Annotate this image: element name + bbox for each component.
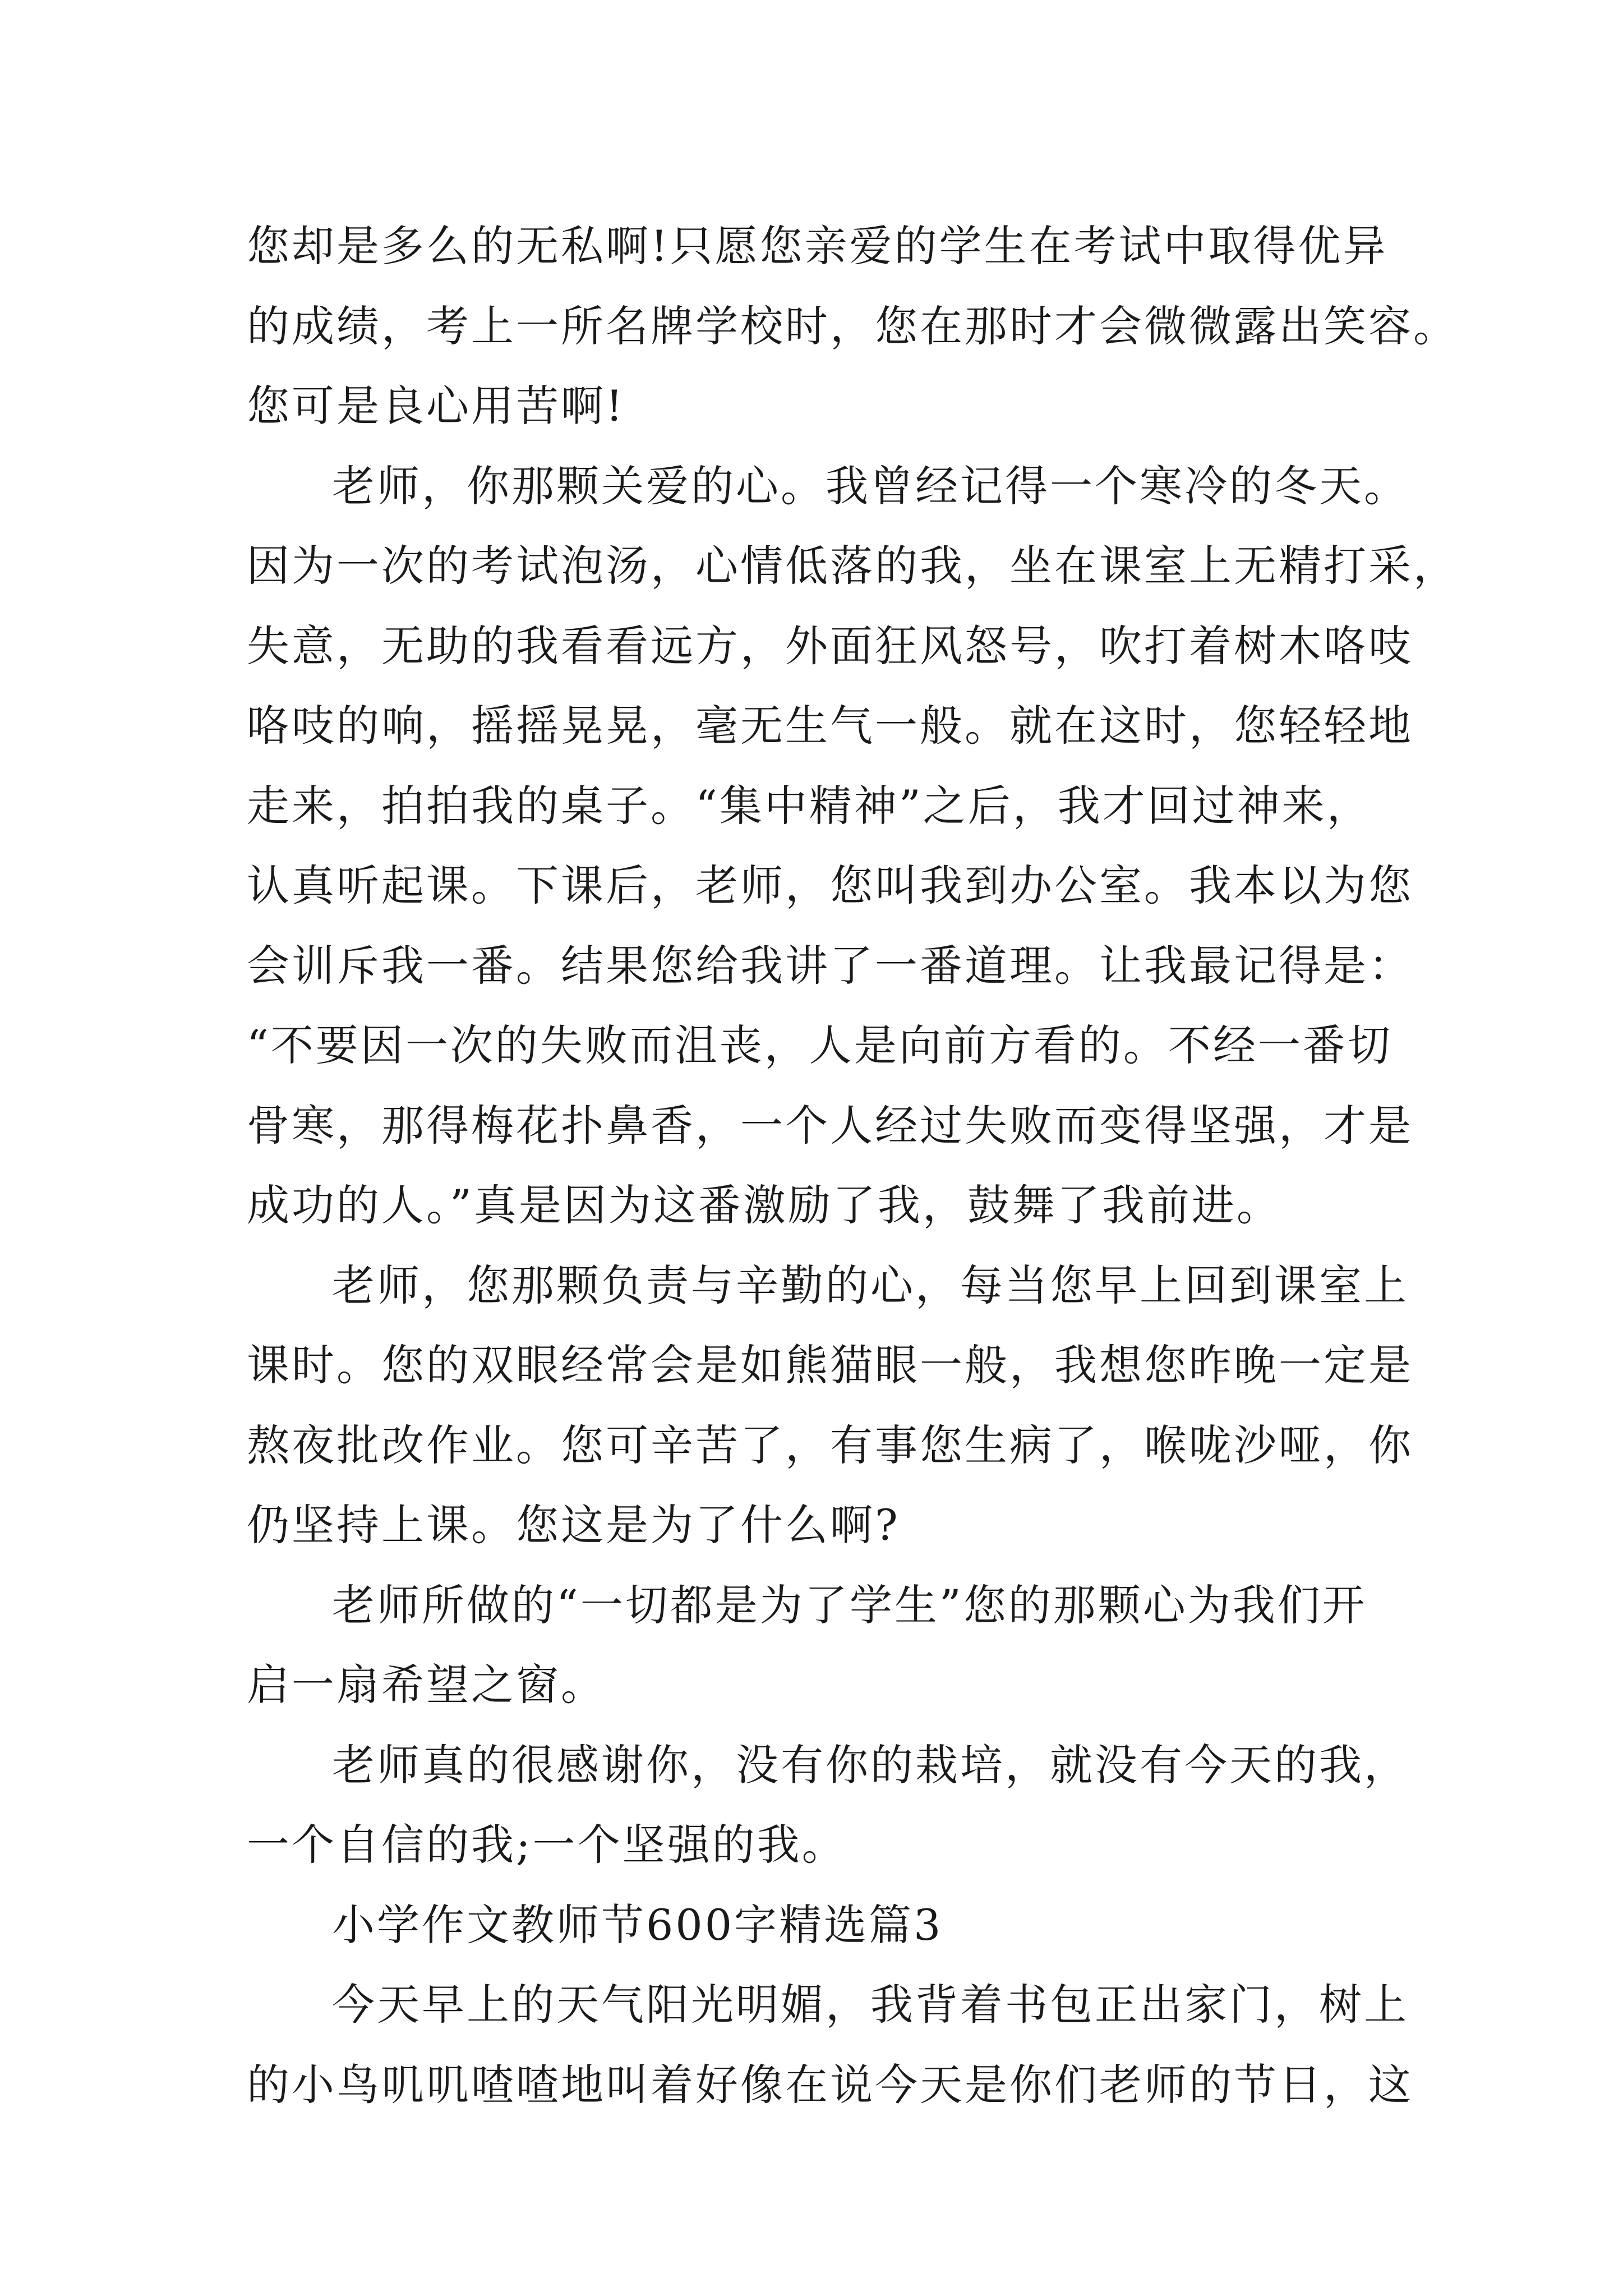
essay-body xyxy=(247,206,1458,2125)
text-line: 成功的人。”真是因为这番激励了我，鼓舞了我前进。 xyxy=(247,1180,1281,1230)
paragraph-start-line: 今天早上的天气阳光明媚，我背着书包正出家门，树上 xyxy=(332,1980,1409,2030)
paragraph-start-line: 老师所做的“一切都是为了学生”您的那颗心为我们开 xyxy=(332,1580,1367,1630)
paragraph-start-line: 老师，你那颗关爱的心。我曾经记得一个寒冷的冬天。 xyxy=(332,461,1409,511)
text-line: 启一扇希望之窗。 xyxy=(247,1660,606,1710)
paragraph-start-line: 老师，您那颗负责与辛勤的心，每当您早上回到课室上 xyxy=(332,1260,1409,1310)
text-line: 骨寒，那得梅花扑鼻香，一个人经过失败而变得坚强，才是 xyxy=(247,1100,1413,1151)
text-line: “不要因一次的失败而沮丧，人是向前方看的。不经一番切 xyxy=(247,1020,1393,1070)
text-line: 课时。您的双眼经常会是如熊猫眼一般，我想您昨晚一定是 xyxy=(247,1340,1413,1390)
text-line: 仍坚持上课。您这是为了什么啊? xyxy=(247,1500,900,1550)
text-line: 熬夜批改作业。您可辛苦了，有事您生病了，喉咙沙哑，你 xyxy=(247,1420,1413,1470)
paragraph-start-line: 老师真的很感谢你，没有你的栽培，就没有今天的我， xyxy=(332,1740,1409,1790)
text-line: 会训斥我一番。结果您给我讲了一番道理。让我最记得是： xyxy=(247,940,1413,991)
text-line: 因为一次的考试泡汤，心情低落的我，坐在课室上无精打采， xyxy=(247,541,1458,591)
text-line: 咯吱的响，摇摇晃晃，毫无生气一般。就在这时，您轻轻地 xyxy=(247,701,1413,751)
text-line: 走来，拍拍我的桌子。“集中精神”之后，我才回过神来， xyxy=(247,780,1372,831)
text-line: 一个自信的我;一个坚强的我。 xyxy=(247,1820,847,1870)
text-line: 失意，无助的我看看远方，外面狂风怒号，吹打着树木咯吱 xyxy=(247,620,1413,671)
text-line: 您却是多么的无私啊!只愿您亲爱的学生在考试中取得优异 xyxy=(247,221,1388,271)
text-line: 的小鸟叽叽喳喳地叫着好像在说今天是你们老师的节日，这 xyxy=(247,2059,1413,2110)
section-heading: 小学作文教师节600字精选篇3 xyxy=(332,1899,943,1950)
text-line: 的成绩，考上一所名牌学校时，您在那时才会微微露出笑容。 xyxy=(247,301,1458,351)
text-line: 您可是良心用苦啊! xyxy=(247,381,625,431)
text-line: 认真听起课。下课后，老师，您叫我到办公室。我本以为您 xyxy=(247,861,1413,910)
